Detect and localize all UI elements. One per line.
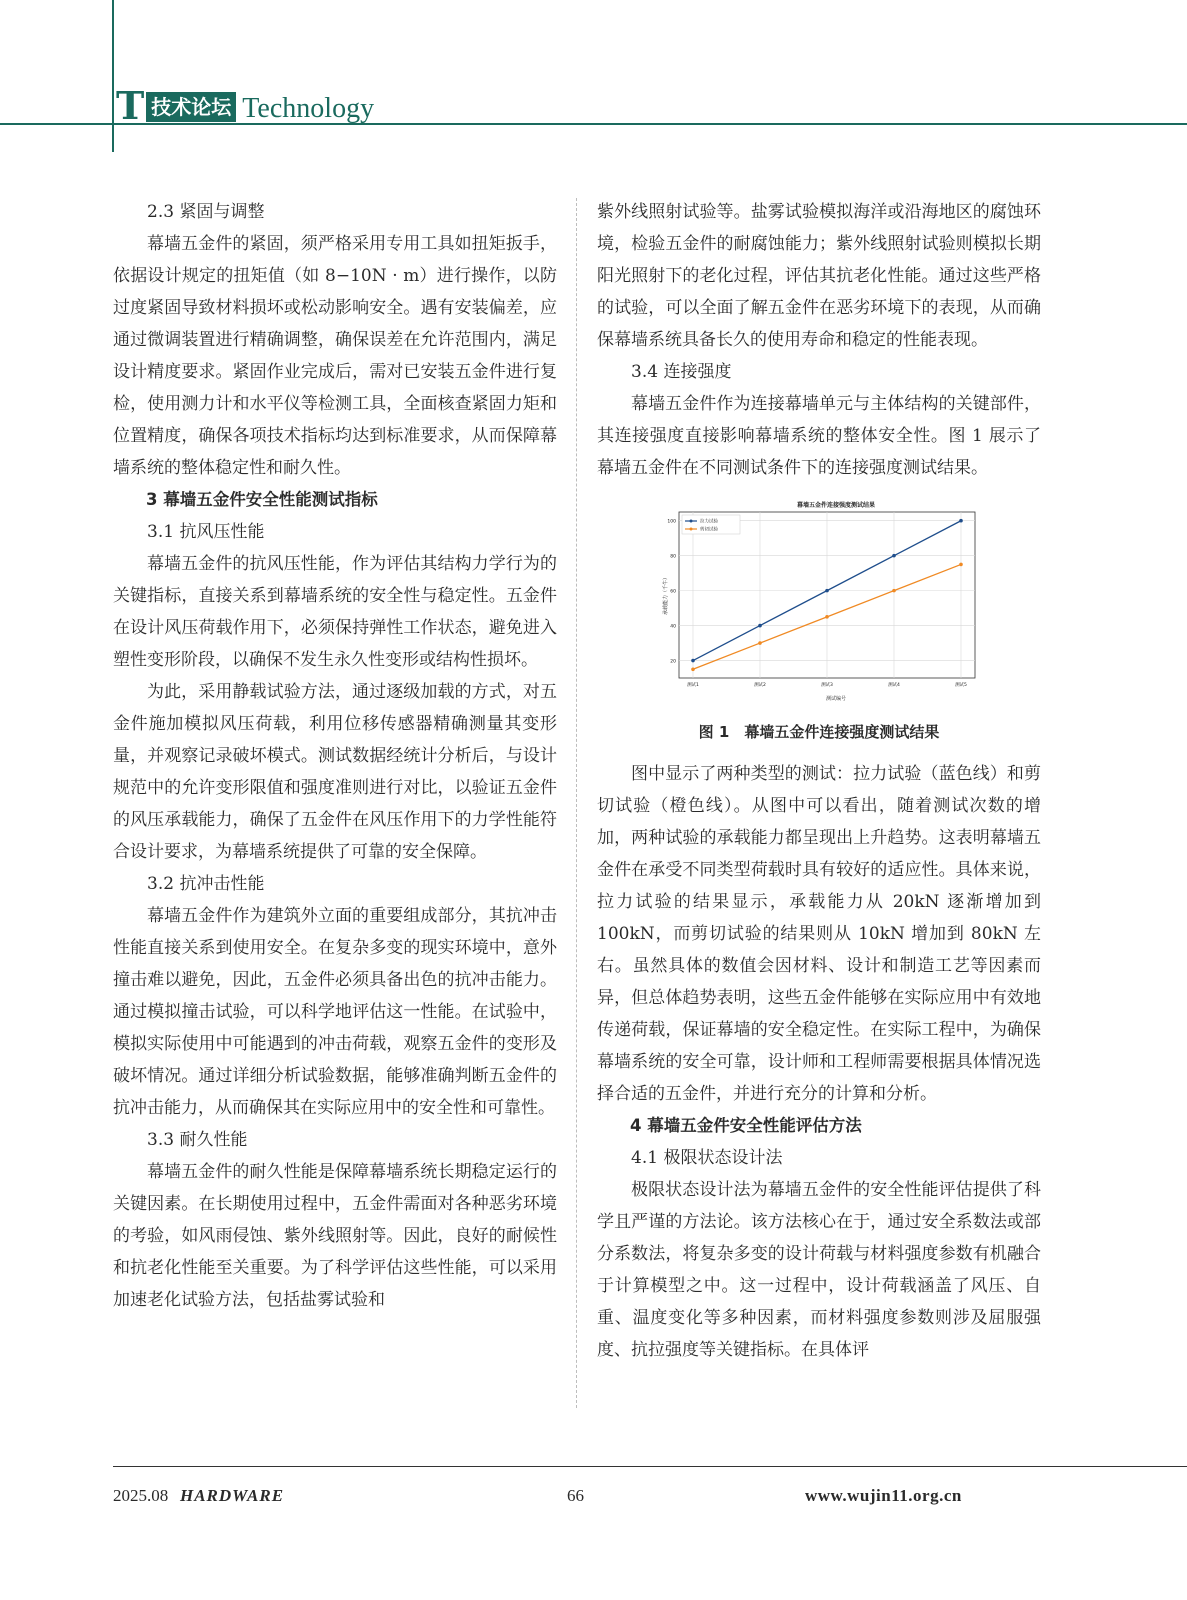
y-tick-label: 80 (670, 554, 676, 560)
paragraph-3-4: 幕墙五金件作为连接幕墙单元与主体结构的关键部件，其连接强度直接影响幕墙系统的整体安全性。图 1 展示了幕墙五金件在不同测试条件下的连接强度测试结果。 (597, 394, 1041, 478)
x-tick-label: 测试4 (888, 683, 900, 688)
paragraph-3-2: 幕墙五金件作为建筑外立面的重要组成部分，其抗冲击性能直接关系到使用安全。在复杂多变的现实环境中，意外撞击难以避免，因此，五金件必须具备出色的抗冲击能力。通过模拟撞击试验，可以科学地评估这一性能。在试验中，模拟实际使用中可能遇到的冲击荷载，观察五金件的变形及破坏情况。通过详细分析试验数据，能够准确判断五金件的抗冲击能力，从而确保其在实际应用中的安全性和可靠性。 (113, 906, 557, 1118)
heading-3-3: 3.3 耐久性能 (147, 1130, 248, 1150)
data-point (758, 624, 762, 628)
heading-3-1: 3.1 抗风压性能 (147, 522, 265, 542)
data-point (959, 519, 963, 523)
chart-title: 幕墙五金件连接强度测试结果 (796, 502, 876, 509)
data-point (959, 563, 963, 567)
x-ticks (687, 681, 967, 688)
heading-3-4: 3.4 连接强度 (631, 362, 732, 382)
figure-1 (597, 498, 1041, 748)
paragraph-3-1b: 为此，采用静载试验方法，通过逐级加载的方式，对五金件施加模拟风压荷载，利用位移传感器精确测量其变形量，并观察记录破坏模式。测试数据经统计分析后，与设计规范中的允许变形限值和强度准则进行对比，以验证五金件的风压承载能力，确保了五金件在风压作用下的力学性能符合设计要求，为幕墙系统提供了可靠的安全保障。 (113, 682, 557, 862)
legend-label: 剪切试验 (700, 527, 718, 533)
strength-line-chart (661, 498, 981, 708)
footer-date: 2025.08 (113, 1486, 169, 1505)
data-point (825, 589, 829, 593)
paragraph-3-3-cont: 紫外线照射试验等。盐雾试验模拟海洋或沿海地区的腐蚀环境，检验五金件的耐腐蚀能力；紫外线照射试验则模拟长期阳光照射下的老化过程，评估其抗老化性能。通过这些严格的试验，可以全面了解五金件在恶劣环境下的表现，从而确保幕墙系统具备长久的使用寿命和稳定的性能表现。 (597, 202, 1041, 350)
right-column (597, 196, 1041, 1366)
legend-label: 拉力试验 (700, 519, 718, 525)
footer-website: www.wujin11.org.cn (805, 1486, 962, 1505)
section-title-cn: 技术论坛 (146, 92, 236, 122)
data-point (825, 615, 829, 619)
footer-rule (113, 1466, 1187, 1467)
y-axis-label: 承载能力（千牛） (663, 574, 669, 616)
column-divider (576, 198, 577, 1408)
x-tick-label: 测试5 (955, 683, 967, 688)
paragraph-2-3: 幕墙五金件的紧固，须严格采用专用工具如扭矩扳手，依据设计规定的扭矩值（如 8−10N · m）进行操作，以防过度紧固导致材料损坏或松动影响安全。遇有安装偏差，应通过微调装置进行精确调整，确保误差在允许范围内，满足设计精度要求。紧固作业完成后，需对已安装五金件进行复检，使用测力计和水平仪等检测工具，全面核查紧固力矩和位置精度，确保各项技术指标均达到标准要求，从而保障幕墙系统的整体稳定性和耐久性。 (113, 234, 557, 478)
x-tick-label: 测试1 (687, 683, 699, 688)
data-point (691, 667, 695, 671)
heading-3: 3 幕墙五金件安全性能测试指标 (146, 490, 378, 509)
paragraph-3-3: 幕墙五金件的耐久性能是保障幕墙系统长期稳定运行的关键因素。在长期使用过程中，五金件需面对各种恶劣环境的考验，如风雨侵蚀、紫外线照射等。因此，良好的耐候性和抗老化性能至关重要。为了科学评估这些性能，可以采用加速老化试验方法，包括盐雾试验和 (113, 1162, 557, 1310)
left-column (113, 196, 557, 1316)
heading-4: 4 幕墙五金件安全性能评估方法 (630, 1116, 862, 1135)
data-point (691, 659, 695, 663)
x-axis-label: 测试编号 (825, 696, 847, 702)
y-tick-label: 60 (670, 589, 676, 595)
chart-legend (682, 515, 740, 534)
paragraph-figure-analysis: 图中显示了两种类型的测试：拉力试验（蓝色线）和剪切试验（橙色线）。从图中可以看出，随着测试次数的增加，两种试验的承载能力都呈现出上升趋势。这表明幕墙五金件在承受不同类型荷载时具有较好的适应性。具体来说，拉力试验的结果显示，承载能力从 20kN 逐渐增加到 100kN，而剪切试验的结果则从 10kN 增加到 80kN 左右。虽然具体的数值会因材料、设计和制造工艺等因素而异，但总体趋势表明，这些五金件能够在实际应用中有效地传递荷载，保证幕墙的安全稳定性。在实际工程中，为确保幕墙系统的安全可靠，设计师和工程师需要根据具体情况选择合适的五金件，并进行充分的计算和分析。 (597, 764, 1041, 1104)
section-logo-letter: T (116, 83, 145, 128)
y-tick-label: 40 (670, 624, 676, 630)
data-point (892, 589, 896, 593)
page-number: 66 (567, 1486, 584, 1505)
x-tick-label: 测试2 (754, 683, 766, 688)
heading-2-3: 2.3 紧固与调整 (147, 202, 265, 222)
y-tick-label: 20 (670, 659, 676, 665)
heading-3-2: 3.2 抗冲击性能 (147, 874, 265, 894)
header-vertical-line (112, 0, 114, 152)
x-tick-label: 测试3 (821, 683, 833, 688)
paragraph-4-1: 极限状态设计法为幕墙五金件的安全性能评估提供了科学且严谨的方法论。该方法核心在于，通过安全系数法或部分系数法，将复杂多变的设计荷载与材料强度参数有机融合于计算模型之中。这一过程中，设计荷载涵盖了风压、自重、温度变化等多种因素，而材料强度参数则涉及屈服强度、抗拉强度等关键指标。在具体评 (597, 1180, 1041, 1360)
footer-magazine: HARDWARE (180, 1486, 285, 1505)
paragraph-3-1a: 幕墙五金件的抗风压性能，作为评估其结构力学行为的关键指标，直接关系到幕墙系统的安全性与稳定性。五金件在设计风压荷载作用下，必须保持弹性工作状态，避免进入塑性变形阶段，以确保不发生永久性变形或结构性损坏。 (113, 554, 557, 670)
legend-marker (690, 528, 693, 531)
section-title-en: Technology (242, 93, 375, 124)
legend-marker (690, 520, 693, 523)
figure-caption: 图 1 幕墙五金件连接强度测试结果 (698, 723, 940, 741)
data-point (892, 554, 896, 558)
y-tick-label: 100 (667, 519, 676, 525)
section-header (116, 83, 375, 128)
heading-4-1: 4.1 极限状态设计法 (631, 1148, 783, 1168)
data-point (758, 641, 762, 645)
